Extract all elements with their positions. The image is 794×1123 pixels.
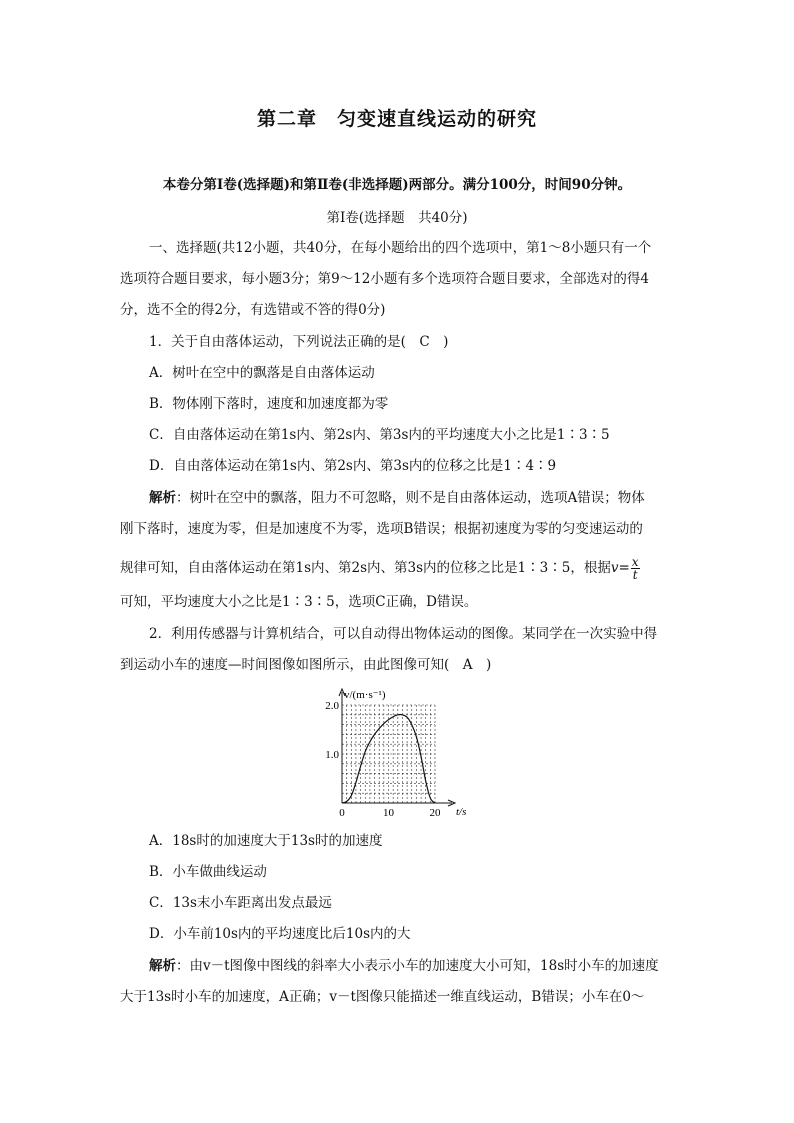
instructions-line: 选项符合题目要求，每小题3分；第9～12小题有多个选项符合题目要求，全部选对的得4 — [120, 271, 649, 287]
question-2-option-d: D．小车前10s内的平均速度比后10s内的大 — [149, 926, 411, 942]
question-1-analysis-line: 可知，平均速度大小之比是1∶3∶5，选项C正确，D错误。 — [120, 594, 478, 610]
question-2-stem: 2．利用传感器与计算机结合，可以自动得出物体运动的图像。某同学在一次实验中得 — [149, 626, 658, 642]
y-axis-label: v/(m·s⁻¹) — [344, 689, 386, 701]
formula-numerator: x — [631, 555, 639, 569]
section-title: 第Ⅰ卷(选择题 共40分) — [326, 210, 468, 226]
formula-denominator: t — [632, 568, 638, 582]
chart-axes — [325, 689, 466, 816]
question-1-option-a: A．树叶在空中的飘落是自由落体运动 — [149, 365, 375, 381]
question-1-option-c: C．自由落体运动在第1s内、第2s内、第3s内的平均速度大小之比是1∶3∶5 — [149, 427, 610, 443]
question-2-analysis-line — [149, 957, 659, 975]
question-1-option-d: D．自由落体运动在第1s内、第2s内、第3s内的位移之比是1∶4∶9 — [149, 458, 557, 474]
question-2-analysis-line: 大于13s时小车的加速度，A正确；v－t图像只能描述一维直线运动，B错误；小车在0～ — [120, 989, 645, 1005]
x-axis-label: t/s — [456, 806, 467, 816]
y-tick-label: 2.0 — [325, 700, 339, 712]
question-2-stem: 到运动小车的速度—时间图像如图所示，由此图像可知( A ) — [120, 657, 492, 673]
exam-intro: 本卷分第Ⅰ卷(选择题)和第Ⅱ卷(非选择题)两部分。满分100分，时间90分钟。 — [162, 177, 632, 193]
question-2-option-b: B．小车做曲线运动 — [149, 864, 267, 880]
formula-fraction — [631, 556, 640, 581]
question-2-option-c: C．13s末小车距离出发点最远 — [149, 895, 332, 911]
question-1-analysis-line: 刚下落时，速度为零，但是加速度不为零，选项B错误；根据初速度为零的匀变速运动的 — [120, 521, 643, 537]
analysis-text: 规律可知，自由落体运动在第1s内、第2s内、第3s内的位移之比是1∶3∶5，根据 — [120, 560, 611, 576]
y-tick-label: 1.0 — [325, 749, 339, 761]
instructions-line: 一、选择题(共12小题，共40分，在每小题给出的四个选项中，第1～8小题只有一个 — [149, 240, 652, 256]
analysis-label: 解析 — [149, 958, 176, 974]
x-tick-label: 0 — [339, 807, 345, 816]
question-1-analysis-line — [120, 556, 640, 581]
question-1-analysis-line — [149, 489, 645, 507]
analysis-text: ：由v－t图像中图线的斜率大小表示小车的加速度大小可知，18s时小车的加速度 — [176, 958, 659, 974]
chapter-title: 第二章 匀变速直线运动的研究 — [256, 108, 537, 130]
x-tick-label: 10 — [383, 807, 394, 816]
question-1-option-b: B．物体刚下落时，速度和加速度都为零 — [149, 396, 389, 412]
formula-lhs: v= — [610, 560, 630, 576]
instructions-line: 分，选不全的得2分，有选错或不答的得0分) — [120, 302, 386, 318]
x-tick-label: 20 — [429, 807, 441, 816]
question-2-option-a: A．18s时的加速度大于13s时的加速度 — [149, 833, 383, 849]
analysis-text: ：树叶在空中的飘落，阻力不可忽略，则不是自由落体运动，选项A错误；物体 — [176, 490, 645, 506]
velocity-time-chart — [315, 684, 485, 816]
question-1-stem: 1．关于自由落体运动，下列说法正确的是( C ) — [149, 334, 449, 350]
analysis-label: 解析 — [149, 490, 176, 506]
